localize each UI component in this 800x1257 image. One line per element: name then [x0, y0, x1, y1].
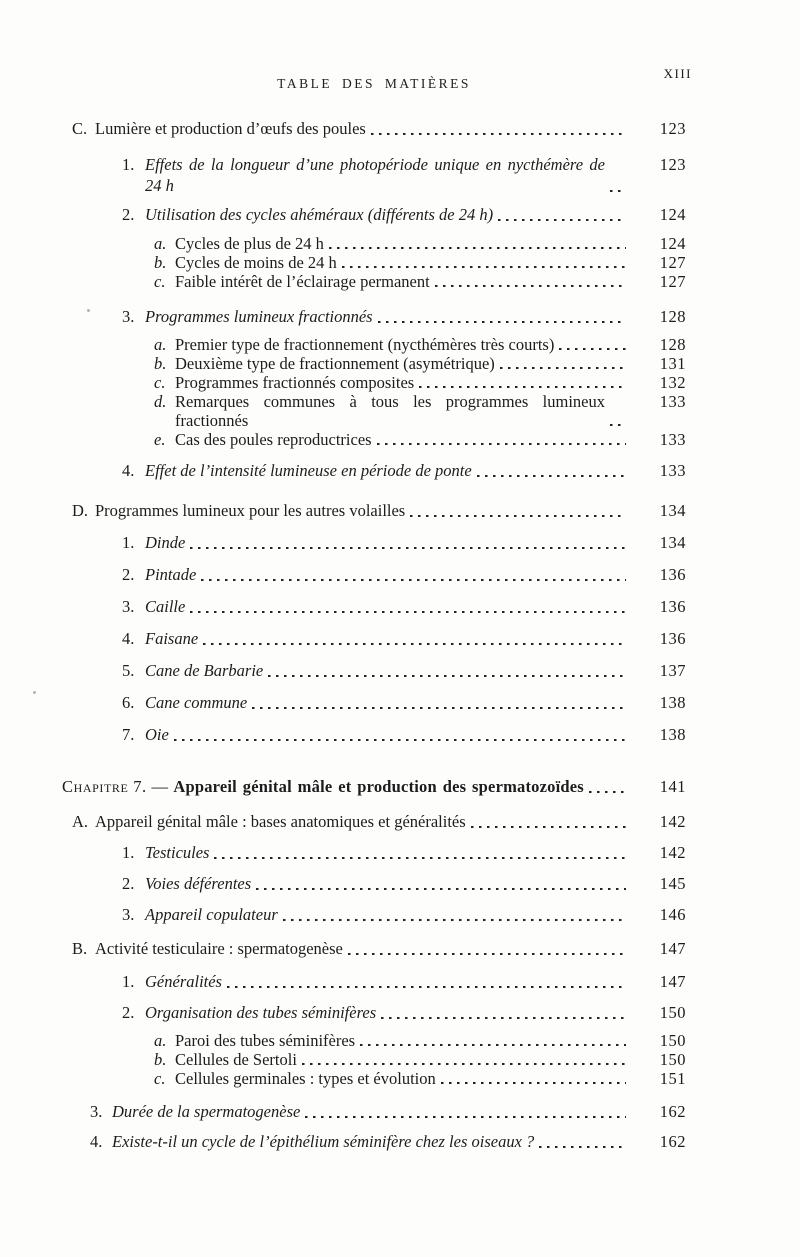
entry-title: Faisane [145, 629, 199, 648]
entry-title: Cellules germinales : types et évolution [175, 1069, 436, 1088]
entry-page: 124 [659, 205, 686, 224]
entry-page: 133 [659, 461, 686, 480]
entry-title: Programmes lumineux pour les autres volailles [95, 501, 406, 520]
entry-marker: 1. [122, 843, 135, 862]
entry-page: 142 [659, 812, 686, 831]
chapter-page: 141 [659, 777, 686, 796]
entry-marker: 4. [122, 461, 135, 480]
toc-entry [62, 532, 686, 553]
dot-leader [201, 579, 626, 581]
toc-entry [62, 1131, 686, 1152]
entry-page: 128 [659, 307, 686, 326]
toc-entry [62, 204, 686, 225]
entry-page: 131 [659, 354, 686, 373]
entry-page: 137 [659, 661, 686, 680]
entry-title: Lumière et production d’œufs des poules [95, 119, 366, 138]
entry-title: Pintade [145, 565, 197, 584]
entry-marker: C. [72, 119, 88, 138]
toc-entry [62, 354, 686, 373]
chapter-title: Appareil génital mâle et production des spermatozoïdes [173, 777, 584, 796]
entry-page: 151 [659, 1069, 686, 1088]
toc-entry [62, 1101, 686, 1122]
entry-marker: 2. [122, 874, 135, 893]
dot-leader [252, 707, 626, 709]
entry-marker: a. [154, 335, 167, 354]
entry-marker: b. [154, 1050, 167, 1069]
toc-entry [62, 272, 686, 291]
entry-page: 150 [659, 1031, 686, 1050]
entry-title: Testicules [145, 843, 210, 862]
entry-page: 136 [659, 629, 686, 648]
toc-entry [62, 500, 686, 521]
entry-marker: b. [154, 354, 167, 373]
toc-entry [62, 373, 686, 392]
entry-page: 133 [659, 430, 686, 449]
entry-title: Remarques communes à tous les programmes lumineux fractionnés [175, 392, 605, 430]
dot-leader [498, 219, 626, 221]
dot-leader [203, 643, 626, 645]
entry-title: Effet de l’intensité lumineuse en période de ponte [145, 461, 472, 480]
entry-title: Programmes fractionnés composites [175, 373, 415, 392]
entry-title: Utilisation des cycles ahéméraux (différents de 24 h) [145, 205, 494, 224]
entry-title: Appareil copulateur [145, 905, 278, 924]
entry-title: Oie [145, 725, 169, 744]
entry-page: 132 [659, 373, 686, 392]
toc-entry [62, 306, 686, 327]
toc-entry [62, 460, 686, 481]
dot-leader [419, 386, 626, 388]
entry-page: 134 [659, 501, 686, 520]
dot-leader [283, 919, 626, 921]
entry-title: Caille [145, 597, 186, 616]
toc-entry [62, 938, 686, 959]
dot-leader [410, 515, 626, 517]
dot-leader [329, 247, 626, 249]
entry-page: 133 [659, 392, 686, 411]
entry-page: 123 [659, 119, 686, 138]
dot-leader [610, 190, 626, 192]
dot-leader [227, 986, 626, 988]
entry-page: 136 [659, 597, 686, 616]
dot-leader [256, 888, 626, 890]
toc-entry [62, 118, 686, 139]
entry-page: 150 [659, 1003, 686, 1022]
toc-entry [62, 1031, 686, 1050]
entry-page: 138 [659, 725, 686, 744]
entry-marker: 4. [122, 629, 135, 648]
entry-title: Généralités [145, 972, 222, 991]
toc-entry [62, 234, 686, 253]
toc-entry [62, 811, 686, 832]
dot-leader [348, 953, 626, 955]
entry-marker: 2. [122, 205, 135, 224]
entry-marker: B. [72, 939, 88, 958]
toc-entry [62, 430, 686, 449]
entry-marker: e. [154, 430, 166, 449]
entry-marker: 5. [122, 661, 135, 680]
entry-title: Cas des poules reproductrices [175, 430, 372, 449]
entry-page: 146 [659, 905, 686, 924]
entry-marker: 1. [122, 972, 135, 991]
entry-marker: a. [154, 234, 167, 253]
entry-marker: D. [72, 501, 89, 520]
entry-page: 123 [659, 155, 686, 174]
entry-title: Effets de la longueur d’une photopériode unique en nycthémère de 24 h [145, 155, 605, 195]
toc-entry [62, 692, 686, 713]
entry-page: 124 [659, 234, 686, 253]
entry-page: 162 [659, 1102, 686, 1121]
entry-marker: c. [154, 272, 166, 291]
entry-page: 150 [659, 1050, 686, 1069]
entry-title: Cellules de Sertoli [175, 1050, 297, 1069]
toc-entry [62, 660, 686, 681]
entry-title: Programmes lumineux fractionnés [145, 307, 373, 326]
dot-leader [381, 1017, 626, 1019]
entry-page: 145 [659, 874, 686, 893]
entry-marker: 7. [122, 725, 135, 744]
page-title: TABLE DES MATIÈRES [277, 76, 471, 91]
scan-speck [33, 691, 36, 694]
dot-leader [214, 857, 626, 859]
entry-page: 147 [659, 939, 686, 958]
dot-leader [539, 1146, 626, 1148]
dot-leader [268, 675, 626, 677]
entry-page: 128 [659, 335, 686, 354]
toc-entry [62, 1069, 686, 1088]
entry-marker: d. [154, 392, 167, 411]
entry-page: 136 [659, 565, 686, 584]
dot-leader [302, 1063, 626, 1065]
entry-title: Durée de la spermatogenèse [112, 1102, 301, 1121]
dot-leader [371, 133, 626, 135]
entry-title: Faible intérêt de l’éclairage permanent [175, 272, 430, 291]
chapter-heading [62, 776, 686, 797]
masthead [62, 0, 692, 92]
entry-title: Cane de Barbarie [145, 661, 264, 680]
entry-title: Cycles de moins de 24 h [175, 253, 337, 272]
entry-page: 127 [659, 253, 686, 272]
folio-number: XIII [663, 66, 692, 81]
entry-title: Activité testiculaire : spermatogenèse [95, 939, 343, 958]
entry-title: Deuxième type de fractionnement (asymétrique) [175, 354, 495, 373]
entry-marker: b. [154, 253, 167, 272]
entry-marker: 3. [90, 1102, 103, 1121]
dot-leader [610, 424, 626, 426]
entry-page: 142 [659, 843, 686, 862]
toc-entry [62, 904, 686, 925]
chapter-label: Chapitre 7. — [62, 777, 174, 796]
dot-leader [190, 611, 626, 613]
entry-title: Voies déférentes [145, 874, 252, 893]
dot-leader [559, 348, 626, 350]
entry-marker: c. [154, 373, 166, 392]
dot-leader [471, 826, 626, 828]
entry-marker: a. [154, 1031, 167, 1050]
entry-title: Dinde [145, 533, 186, 552]
entry-marker: c. [154, 1069, 166, 1088]
toc-entry [62, 596, 686, 617]
entry-page: 138 [659, 693, 686, 712]
toc-entry [62, 724, 686, 745]
toc-entry [62, 564, 686, 585]
dot-leader [500, 367, 626, 369]
entry-marker: 6. [122, 693, 135, 712]
toc-entry [62, 1050, 686, 1069]
entry-page: 162 [659, 1132, 686, 1151]
scan-speck [87, 309, 90, 312]
toc-entry [62, 971, 686, 992]
entry-page: 134 [659, 533, 686, 552]
dot-leader [190, 547, 626, 549]
dot-leader [377, 443, 626, 445]
toc-entry [62, 154, 686, 196]
dot-leader [589, 791, 626, 793]
entry-marker: 1. [122, 533, 135, 552]
entry-marker: 2. [122, 565, 135, 584]
dot-leader [435, 285, 626, 287]
dot-leader [360, 1044, 626, 1046]
toc-entry [62, 873, 686, 894]
entry-title: Appareil génital mâle : bases anatomiques et généralités [95, 812, 466, 831]
toc-entry [62, 335, 686, 354]
entry-marker: 1. [122, 155, 135, 174]
entry-marker: 3. [122, 905, 135, 924]
toc-entry [62, 628, 686, 649]
entry-marker: 3. [122, 307, 135, 326]
entry-title: Existe-t-il un cycle de l’épithélium séminifère chez les oiseaux ? [112, 1132, 535, 1151]
dot-leader [441, 1082, 626, 1084]
entry-title: Organisation des tubes séminifères [145, 1003, 377, 1022]
toc-entry [62, 253, 686, 272]
dot-leader [342, 266, 626, 268]
dot-leader [378, 321, 626, 323]
toc-entry [62, 1002, 686, 1023]
toc-entry [62, 842, 686, 863]
entry-title: Cane commune [145, 693, 248, 712]
dot-leader [477, 475, 626, 477]
dot-leader [174, 739, 626, 741]
entry-page: 147 [659, 972, 686, 991]
toc-entry [62, 392, 686, 430]
entry-marker: 2. [122, 1003, 135, 1022]
entry-title: Cycles de plus de 24 h [175, 234, 324, 253]
entry-title: Paroi des tubes séminifères [175, 1031, 356, 1050]
dot-leader [305, 1116, 626, 1118]
entry-marker: A. [72, 812, 89, 831]
entry-marker: 4. [90, 1132, 103, 1151]
entry-page: 127 [659, 272, 686, 291]
entry-title: Premier type de fractionnement (nycthémères très courts) [175, 335, 555, 354]
entry-marker: 3. [122, 597, 135, 616]
